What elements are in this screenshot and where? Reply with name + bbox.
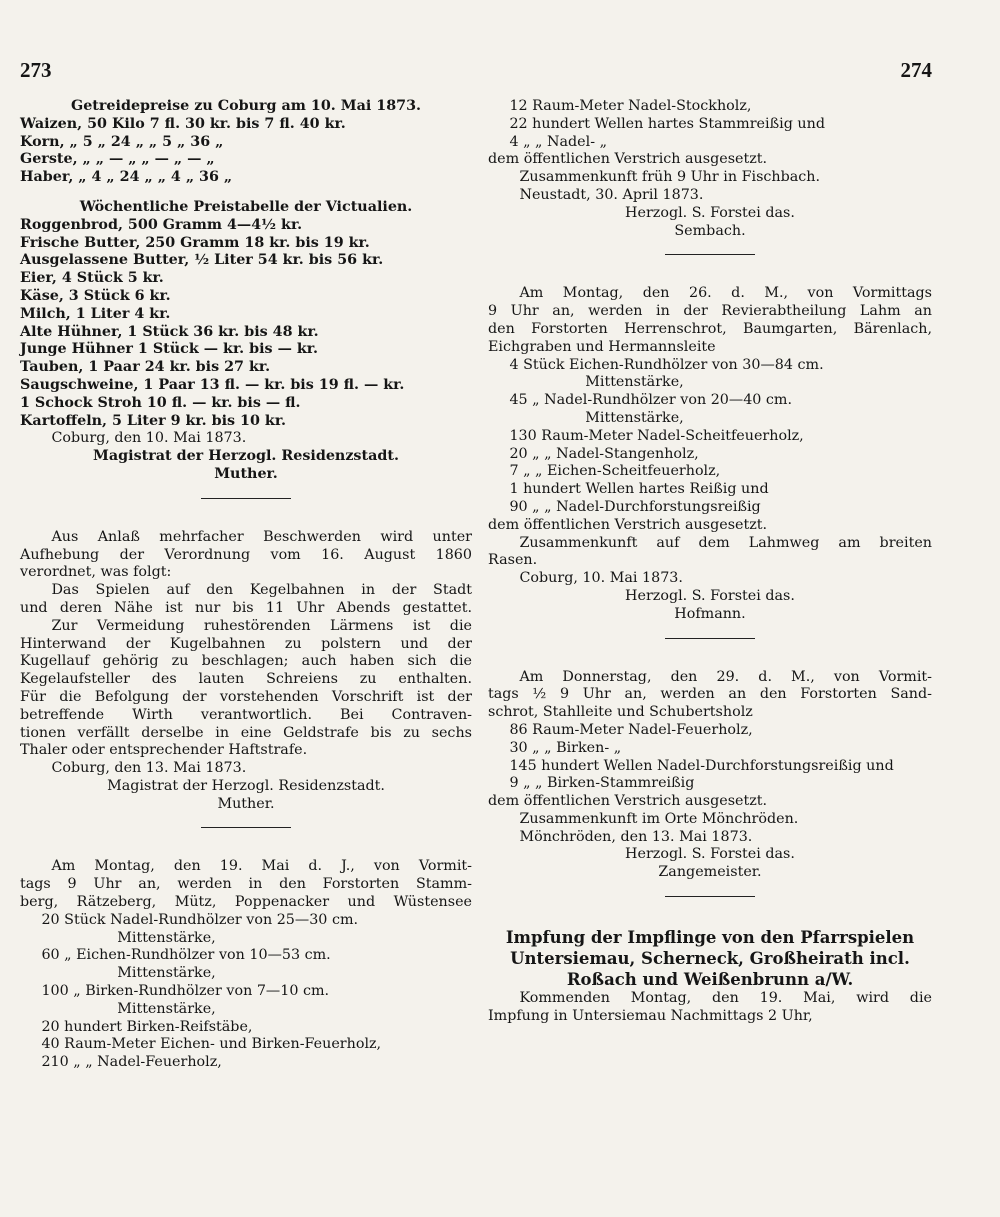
text-line: Zusammenkunft auf dem Lahmweg am breiten bbox=[519, 534, 932, 551]
text-line: berg, Rätzeberg, Mütz, Poppenacker und Wüstensee bbox=[20, 894, 472, 911]
text-line: den Forstorten Herrenschrot, Baumgarten, Bärenlach, bbox=[488, 320, 932, 337]
left-column bbox=[20, 98, 472, 1072]
section-divider bbox=[665, 638, 755, 639]
text-line: Muther. bbox=[214, 465, 278, 482]
text-line: Zur Vermeidung ruhestörenden Lärmens ist die bbox=[51, 617, 472, 634]
text-line: 4 „ „ Nadel- „ bbox=[509, 133, 607, 150]
text-line: Am Montag, den 26. d. M., von Vormittags bbox=[519, 285, 932, 302]
section-divider bbox=[665, 254, 755, 255]
text-line: Untersiemau, Scherneck, Großheirath incl. bbox=[510, 949, 910, 969]
text-line: Muther. bbox=[217, 795, 275, 812]
text-line: 145 hundert Wellen Nadel-Durchforstungsreißig und bbox=[509, 757, 894, 774]
text-line: Tauben, 1 Paar 24 kr. bis 27 kr. bbox=[20, 359, 271, 376]
text-line: 30 „ „ Birken- „ bbox=[509, 739, 622, 756]
text-line: Impfung in Untersiemau Nachmittags 2 Uhr, bbox=[488, 1007, 813, 1024]
text-line: Thaler oder entsprechender Haftstrafe. bbox=[20, 742, 308, 759]
text-line: Roßach und Weißenbrunn a/W. bbox=[566, 970, 854, 990]
text-line: Coburg, den 13. Mai 1873. bbox=[51, 760, 247, 777]
page-number-left: 273 bbox=[20, 58, 52, 82]
text-line: Frische Butter, 250 Gramm 18 kr. bis 19 kr. bbox=[20, 234, 370, 251]
text-line: dem öffentlichen Verstrich ausgesetzt. bbox=[488, 516, 768, 533]
text-line: Neustadt, 30. April 1873. bbox=[519, 186, 704, 203]
text-line: 45 „ Nadel-Rundhölzer von 20—40 cm. bbox=[509, 392, 793, 409]
text-line: 1 Schock Stroh 10 fl. — kr. bis — fl. bbox=[20, 394, 301, 411]
text-line: schrot, Stahlleite und Schubertsholz bbox=[488, 704, 753, 721]
text-line: 20 Stück Nadel-Rundhölzer von 25—30 cm. bbox=[41, 911, 359, 928]
text-line: Impfung der Impflinge von den Pfarrspielen bbox=[505, 928, 915, 948]
text-line: Mittenstärke, bbox=[585, 409, 684, 426]
text-line: Alte Hühner, 1 Stück 36 kr. bis 48 kr. bbox=[20, 323, 319, 340]
text-line: Kegelaufsteller des lauten Schreiens zu enthalten. bbox=[20, 671, 472, 688]
text-line: Milch, 1 Liter 4 kr. bbox=[20, 305, 171, 322]
text-line: 1 hundert Wellen hartes Reißig und bbox=[509, 481, 769, 498]
text-line: Rasen. bbox=[488, 552, 538, 569]
text-line: Am Donnerstag, den 29. d. M., von Vormit- bbox=[519, 668, 932, 685]
text-line: Am Montag, den 19. Mai d. J., von Vormit- bbox=[51, 858, 472, 875]
text-line: 9 Uhr an, werden in der Revierabtheilung Lahm an bbox=[488, 303, 932, 320]
text-line: 20 „ „ Nadel-Stangenholz, bbox=[509, 445, 699, 462]
text-line: Getreidepreise zu Coburg am 10. Mai 1873. bbox=[70, 98, 422, 114]
text-line: Herzogl. S. Forstei das. bbox=[625, 587, 795, 604]
text-line: Coburg, den 10. Mai 1873. bbox=[51, 430, 247, 447]
text-line: 210 „ „ Nadel-Feuerholz, bbox=[41, 1054, 222, 1071]
text-line: 90 „ „ Nadel-Durchforstungsreißig bbox=[509, 498, 761, 515]
text-line: verordnet, was folgt: bbox=[20, 564, 172, 581]
text-line: Magistrat der Herzogl. Residenzstadt. bbox=[107, 777, 385, 794]
text-line: 86 Raum-Meter Nadel-Feuerholz, bbox=[509, 721, 753, 738]
text-line: betreffende Wirth verantwortlich. Bei Contraven- bbox=[20, 706, 472, 723]
text-line: Wöchentliche Preistabelle der Victualien. bbox=[79, 198, 413, 215]
text-line: 60 „ Eichen-Rundhölzer von 10—53 cm. bbox=[41, 947, 331, 964]
text-line: 9 „ „ Birken-Stammreißig bbox=[509, 775, 695, 792]
text-line: dem öffentlichen Verstrich ausgesetzt. bbox=[488, 793, 768, 810]
text-line: Haber, „ 4 „ 24 „ „ 4 „ 36 „ bbox=[20, 169, 233, 186]
text-line: Mittenstärke, bbox=[117, 929, 216, 946]
text-line: tionen verfällt derselbe in eine Geldstrafe bis zu sechs bbox=[20, 724, 472, 741]
text-line: Zusammenkunft früh 9 Uhr in Fischbach. bbox=[519, 169, 821, 186]
text-line: Saugschweine, 1 Paar 13 fl. — kr. bis 19 fl. — kr. bbox=[20, 376, 405, 393]
text-line: dem öffentlichen Verstrich ausgesetzt. bbox=[488, 151, 768, 168]
text-line: tags ½ 9 Uhr an, werden an den Forstorten Sand- bbox=[488, 686, 932, 703]
text-line: 130 Raum-Meter Nadel-Scheitfeuerholz, bbox=[509, 427, 804, 444]
text-line: 100 „ Birken-Rundhölzer von 7—10 cm. bbox=[41, 983, 330, 1000]
text-line: Mittenstärke, bbox=[585, 374, 684, 391]
section-divider bbox=[201, 827, 291, 828]
text-line: Käse, 3 Stück 6 kr. bbox=[20, 287, 171, 304]
text-line: 22 hundert Wellen hartes Stammreißig und bbox=[509, 115, 825, 132]
page-number-right: 274 bbox=[900, 58, 932, 82]
text-line: Für die Befolgung der vorstehenden Vorschrift ist der bbox=[20, 688, 472, 705]
text-line: 7 „ „ Eichen-Scheitfeuerholz, bbox=[509, 463, 721, 480]
text-line: Kommenden Montag, den 19. Mai, wird die bbox=[519, 990, 932, 1007]
text-line: Hofmann. bbox=[674, 605, 746, 622]
text-line: Mönchröden, den 13. Mai 1873. bbox=[519, 828, 753, 845]
text-line: Zangemeister. bbox=[658, 864, 762, 881]
text-line: Kartoffeln, 5 Liter 9 kr. bis 10 kr. bbox=[20, 412, 287, 429]
text-line: Hinterwand der Kugelbahnen zu polstern und der bbox=[20, 635, 472, 652]
text-line: tags 9 Uhr an, werden in den Forstorten Stamm- bbox=[20, 876, 472, 893]
text-line: Roggenbrod, 500 Gramm 4—4½ kr. bbox=[20, 216, 303, 233]
section-divider bbox=[665, 896, 755, 897]
text-line: Magistrat der Herzogl. Residenzstadt. bbox=[93, 448, 399, 465]
text-line: Eichgraben und Hermannsleite bbox=[488, 338, 716, 355]
text-line: Gerste, „ „ — „ „ — „ — „ bbox=[20, 151, 215, 168]
text-line: 12 Raum-Meter Nadel-Stockholz, bbox=[509, 98, 752, 114]
text-line: Zusammenkunft im Orte Mönchröden. bbox=[519, 810, 799, 827]
text-line: Eier, 4 Stück 5 kr. bbox=[20, 270, 164, 287]
text-line: Aufhebung der Verordnung vom 16. August 1860 bbox=[20, 546, 472, 563]
text-line: Herzogl. S. Forstei das. bbox=[625, 846, 795, 863]
text-line: und deren Nähe ist nur bis 11 Uhr Abends gestattet. bbox=[20, 599, 472, 616]
text-line: Ausgelassene Butter, ½ Liter 54 kr. bis 56 kr. bbox=[20, 252, 384, 269]
text-line: Mittenstärke, bbox=[117, 965, 216, 982]
right-column bbox=[488, 98, 932, 1026]
text-line: Sembach. bbox=[674, 222, 746, 239]
text-line: Kugellauf gehörig zu beschlagen; auch haben sich die bbox=[20, 653, 472, 670]
text-line: Korn, „ 5 „ 24 „ „ 5 „ 36 „ bbox=[20, 133, 224, 150]
section-divider bbox=[201, 498, 291, 499]
text-line: Mittenstärke, bbox=[117, 1000, 216, 1017]
text-line: Coburg, 10. Mai 1873. bbox=[519, 570, 683, 587]
text-line: Aus Anlaß mehrfacher Beschwerden wird unter bbox=[51, 528, 472, 545]
text-line: Waizen, 50 Kilo 7 fl. 30 kr. bis 7 fl. 40 kr. bbox=[20, 115, 346, 132]
text-line: 40 Raum-Meter Eichen- und Birken-Feuerholz, bbox=[41, 1036, 382, 1053]
text-line: Junge Hühner 1 Stück — kr. bis — kr. bbox=[20, 341, 318, 358]
text-line: Das Spielen auf den Kegelbahnen in der Stadt bbox=[51, 582, 472, 599]
spacer bbox=[20, 187, 472, 199]
text-line: 20 hundert Birken-Reifstäbe, bbox=[41, 1018, 253, 1035]
text-line: Herzogl. S. Forstei das. bbox=[625, 204, 795, 221]
text-line: 4 Stück Eichen-Rundhölzer von 30—84 cm. bbox=[509, 356, 824, 373]
